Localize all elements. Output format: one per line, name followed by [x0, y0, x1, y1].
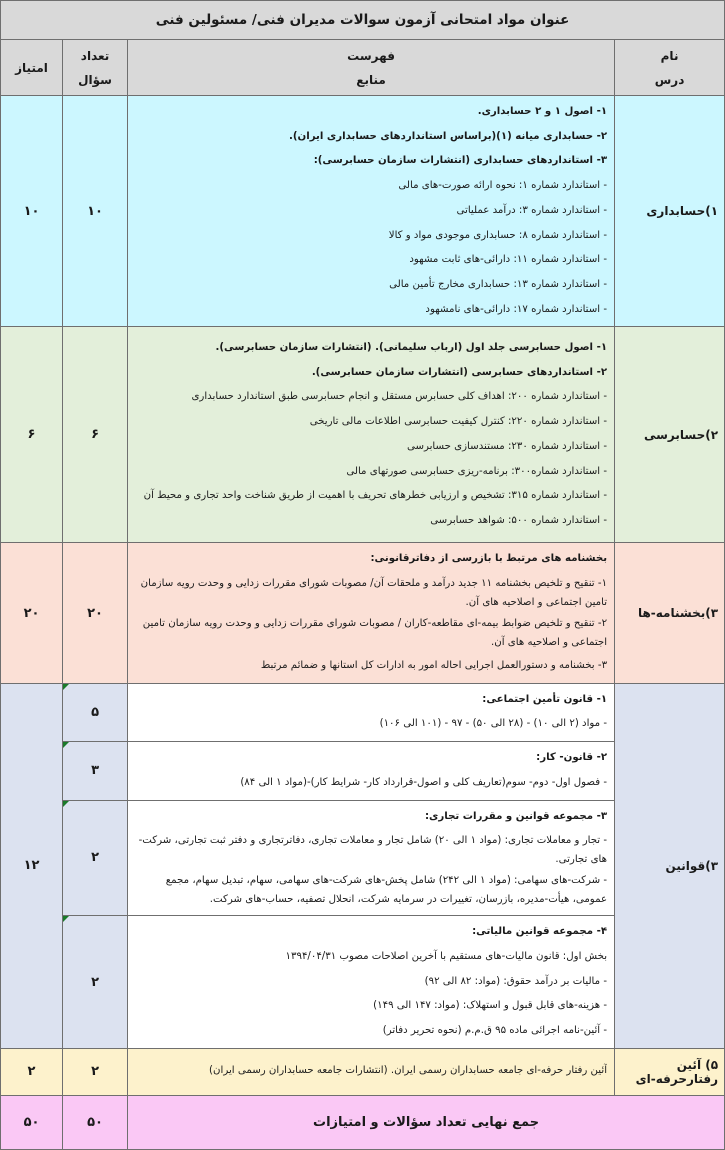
source-line: بخش اول: قانون مالیات-های مستقیم با آخرین اصلاحات مصوب ۱۳۹۴/۰۴/۳۱ — [285, 950, 608, 962]
sources-circulars — [128, 543, 615, 683]
count-laws-commercial: ۲ — [63, 800, 128, 916]
source-line: - استاندارد شماره ۲۲۰: کنترل کیفیت حسابرسی اطلاعات مالی تاریخی — [309, 416, 608, 428]
source-line: - استاندارد شماره ۳۱۵: تشخیص و ارزیابی خطرهای تحریف با اهمیت از طریق شناخت واحد تجاری و محیط آن — [143, 490, 608, 502]
source-line: ۲- استانداردهای حسابرسی (انتشارات سازمان حسابرسی). — [311, 366, 608, 378]
subject-accounting: ۱)حسابداری — [615, 96, 725, 327]
header-sources — [128, 40, 615, 96]
table-title: عنوان مواد امتحانی آزمون سوالات مدیران فنی/ مسئولین فنی — [1, 1, 725, 40]
header-count-line1: تعداد — [80, 48, 110, 63]
sources-auditing — [128, 327, 615, 543]
count-auditing: ۶ — [63, 327, 128, 543]
count-professional-ethics: ۲ — [63, 1048, 128, 1095]
source-line: - فصول اول- دوم- سوم(تعاریف کلی و اصول-قرارداد کار- شرایط کار)-(مواد ۱ الی ۸۴) — [240, 776, 608, 788]
source-line: ۱- اصول حسابرسی جلد اول (ارباب سلیمانی). (انتشارات سازمان حسابرسی). — [215, 342, 608, 354]
count-circulars: ۲۰ — [63, 543, 128, 683]
score-laws: ۱۲ — [1, 683, 63, 1048]
header-question-count — [63, 40, 128, 96]
subject-auditing: ۲)حسابرسی — [615, 327, 725, 543]
source-line: - استاندارد شماره ۵۰۰: شواهد حسابرسی — [430, 514, 608, 526]
source-line: ۱- اصول ۱ و ۲ حسابداری. — [477, 106, 608, 117]
sources-laws-tax — [128, 916, 615, 1049]
source-line: - استاندارد شماره ۲۳۰: مستندسازی حسابرسی — [406, 440, 608, 452]
score-accounting: ۱۰ — [1, 96, 63, 327]
subject-circulars: ۳)بخشنامه-ها — [615, 543, 725, 683]
source-line: ۲- حسابداری میانه (۱)(براساس استانداردهای حسابداری ایران). — [289, 130, 608, 142]
header-count-line2: سؤال — [78, 72, 112, 87]
source-line: - استاندارد شماره ۳: درآمد عملیاتی — [456, 204, 608, 216]
source-line: - استاندارد شماره ۱: نحوه ارائه صورت-های مالی — [398, 180, 608, 192]
source-line: - مواد (۲ الی ۱۰) - (۲۸ الی ۵۰) - ۹۷ - (۱۰۱ الی ۱۰۶) — [379, 718, 608, 730]
total-label: جمع نهایی تعداد سؤالات و امتیازات — [128, 1095, 725, 1149]
score-auditing: ۶ — [1, 327, 63, 543]
source-line: - استاندارد شماره ۱۱: دارائی-های ثابت مشهود — [409, 254, 608, 266]
source-line: ۱- تنقیح و تلخیص بخشنامه ۱۱ جدید درآمد و ملحقات آن/ مصوبات شورای مقررات زدایی و وحدت رویه سازمان تامین اجتماعی و اصلاحیه های آن. — [140, 578, 608, 609]
source-line: - مالیات بر درآمد حقوق: (مواد: ۸۲ الی ۹۲) — [424, 975, 608, 987]
source-line: - شرکت-های سهامی: (مواد ۱ الی ۲۴۲) شامل پخش-های شرکت-های سهامی، سهام، تبدیل سهام، مجمع عمومی، هیأت-مدیره، بازرسان، تغییرات در سرمایه شرکت، انحلال تصفیه، حساب-های شرکت. — [165, 875, 608, 906]
source-line: بخشنامه های مرتبط با بازرسی از دفاترقانونی: — [370, 553, 608, 565]
source-line: ۲- تنقیح و تلخیص ضوابط بیمه-ای مقاطعه-کاران / مصوبات شورای مقررات زدایی و وحدت رویه سازمان تامین اجتماعی و اصلاحیه های آن. — [142, 618, 608, 649]
source-line: - استاندارد شماره۳۰۰: برنامه-ریزی حسابرسی صورتهای مالی — [346, 465, 608, 477]
source-line: ۳- استانداردهای حسابداری (انتشارات سازمان حسابرسی): — [313, 155, 608, 167]
header-sources-line1: فهرست — [347, 48, 395, 63]
source-line: ۳- مجموعه قوانین و مقررات تجاری: — [424, 810, 608, 822]
source-line: - استاندارد شماره ۱۷: دارائی-های نامشهود — [425, 303, 608, 315]
count-laws-tax: ۲ — [63, 916, 128, 1049]
source-line: ۴- مجموعه قوانین مالیاتی: — [472, 926, 608, 938]
header-subject-name — [615, 40, 725, 96]
sources-laws-social-security — [128, 683, 615, 741]
sources-laws-commercial — [128, 800, 615, 916]
sources-accounting — [128, 96, 615, 327]
source-line: ۲- قانون- کار: — [536, 752, 608, 764]
source-line: - آئین-نامه اجرائی ماده ۹۵ ق.م.م (نحوه تحریر دفاتر) — [382, 1025, 608, 1037]
subject-laws: ۳)قوانین — [615, 683, 725, 1048]
total-count: ۵۰ — [63, 1095, 128, 1149]
source-line: آئین رفتار حرفه-ای جامعه حسابداران رسمی ایران. (انتشارات جامعه حسابداران رسمی ایران) — [209, 1065, 608, 1077]
header-name-line1: نام — [660, 48, 679, 63]
source-line: - هزینه-های قابل قبول و استهلاک: (مواد: ۱۴۷ الی ۱۴۹) — [373, 1000, 608, 1012]
count-accounting: ۱۰ — [63, 96, 128, 327]
total-score: ۵۰ — [1, 1095, 63, 1149]
source-line: - استاندارد شماره ۲۰۰: اهداف کلی حسابرس مستقل و انجام حسابرسی طبق استاندارد حسابداری — [191, 391, 608, 403]
count-laws-labor: ۳ — [63, 742, 128, 800]
source-line: - استاندارد شماره ۸: حسابداری موجودی مواد و کالا — [388, 229, 608, 241]
source-line: - استاندارد شماره ۱۳: حسابداری مخارج تأمین مالی — [389, 278, 608, 290]
score-circulars: ۲۰ — [1, 543, 63, 683]
sources-laws-labor — [128, 742, 615, 800]
score-professional-ethics: ۲ — [1, 1048, 63, 1095]
count-laws-social-security: ۵ — [63, 683, 128, 741]
source-line: ۳- بخشنامه و دستورالعمل اجرایی احاله امور به ادارات کل استانها و ضمائم مرتبط — [260, 660, 608, 672]
subject-professional-ethics: ۵) آئین رفتارحرفه-ای — [615, 1048, 725, 1095]
source-line: ۱- قانون تأمین اجتماعی: — [482, 693, 608, 705]
header-score: امتیاز — [1, 40, 63, 96]
header-sources-line2: منابع — [356, 72, 386, 87]
source-line: - تجار و معاملات تجاری: (مواد ۱ الی ۲۰) شامل تجار و معاملات تجاری، دفاترتجاری و دفتر ثبت تجارتی، شرکت-های تجارتی. — [138, 835, 608, 866]
header-name-line2: درس — [654, 72, 685, 87]
sources-professional-ethics — [128, 1048, 615, 1095]
